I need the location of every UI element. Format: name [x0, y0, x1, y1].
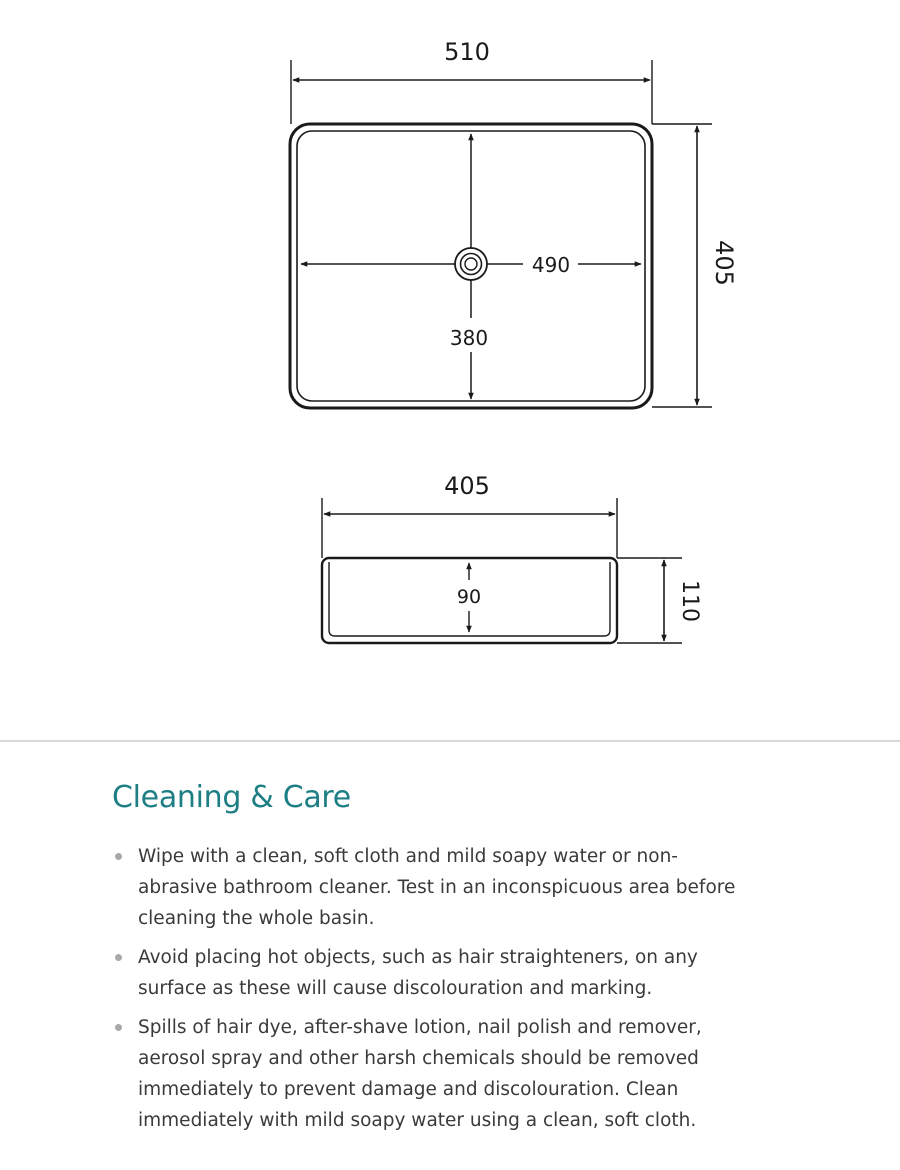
bullet-icon: [115, 1024, 122, 1031]
dim-inner-depth: 380: [449, 326, 489, 350]
care-item-text: Avoid placing hot objects, such as hair straighteners, on any surface as these will cause discolouration and marking.: [138, 947, 698, 999]
bullet-icon: [115, 853, 122, 860]
cleaning-care-section: [112, 780, 752, 1144]
care-item-text: Spills of hair dye, after-shave lotion, nail polish and remover, aerosol spray and other harsh chemicals should be removed immediately to prevent damage and discolouration. Clean immediately with mild soapy water using a clean, soft cloth.: [138, 1017, 702, 1131]
dim-side-depth: 405: [444, 472, 490, 500]
section-title: Cleaning & Care: [112, 780, 351, 815]
bullet-icon: [115, 954, 122, 961]
care-list: [112, 841, 752, 1136]
list-item: [112, 942, 752, 1004]
drain-icon: [455, 248, 487, 280]
care-item-text: Wipe with a clean, soft cloth and mild soapy water or non-abrasive bathroom cleaner. Test in an inconspicuous area before cleaning the whole basin.: [138, 846, 736, 929]
list-item: [112, 841, 752, 934]
dim-outer-width: 510: [444, 38, 490, 66]
dim-inner-height: 90: [456, 586, 482, 608]
dim-height: 110: [677, 580, 702, 622]
side-view: [322, 472, 702, 643]
top-view: [290, 38, 738, 408]
list-item: [112, 1012, 752, 1136]
dim-inner-width: 490: [531, 253, 571, 277]
dim-outer-depth: 405: [710, 240, 738, 286]
section-divider: [0, 740, 900, 742]
